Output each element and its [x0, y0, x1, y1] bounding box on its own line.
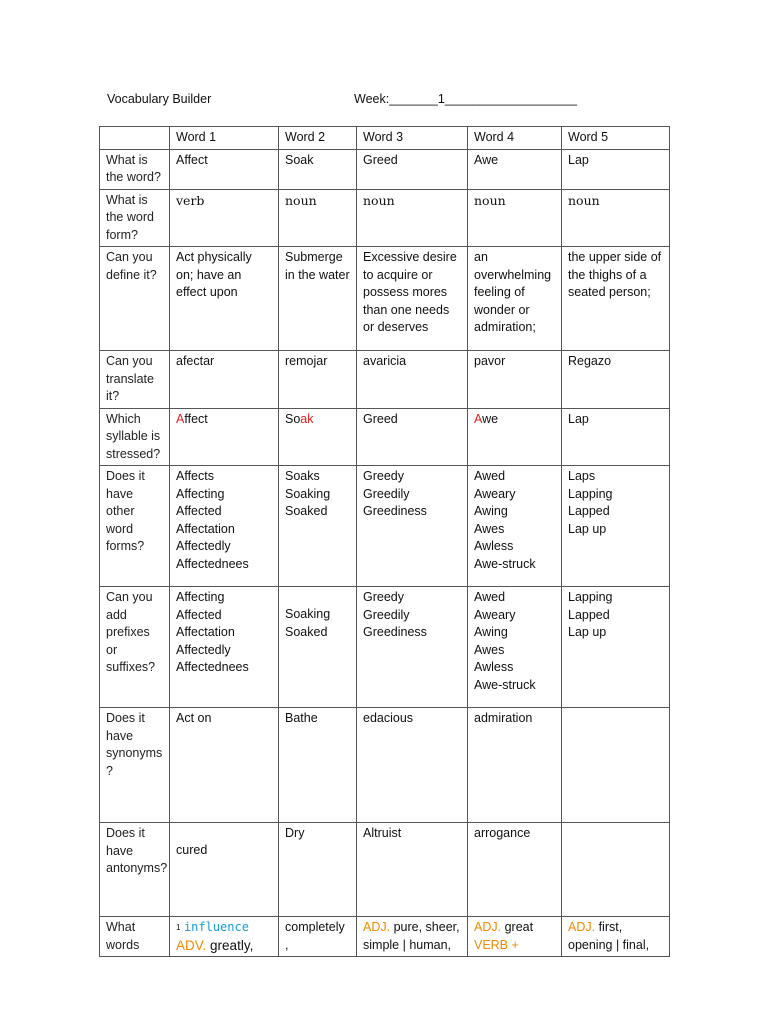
word-form: Awed — [474, 590, 506, 604]
stressed-syllable: ak — [300, 411, 314, 426]
word-form: Awless — [474, 660, 514, 674]
table-cell: noun — [279, 189, 357, 247]
table-cell: Soak — [279, 149, 357, 189]
word-form: Lapped — [568, 504, 610, 518]
table-cell: pavor — [468, 351, 562, 409]
table-cell: arrogance — [468, 823, 562, 917]
word-form: Awing — [474, 504, 508, 518]
table-cell — [562, 823, 670, 917]
word-form: Affects — [176, 469, 214, 483]
row-question: Can you define it? — [100, 247, 170, 351]
word-form: Awes — [474, 642, 505, 657]
word-form: Soaks — [285, 469, 320, 483]
word-form: Soaking — [285, 607, 331, 621]
table-cell: edacious — [357, 708, 468, 823]
table-cell: Awe — [468, 149, 562, 189]
word-form: Lap up — [568, 521, 607, 536]
unstressed-part: we — [482, 411, 499, 426]
table-cell — [170, 466, 279, 587]
word-form: Affected — [176, 607, 222, 622]
table-cell: Affect — [170, 149, 279, 189]
table-cell: Lap — [562, 408, 670, 466]
row-question: What is the word form? — [100, 189, 170, 247]
collocation-text: greatly, — [210, 937, 254, 953]
word-form: Soaked — [285, 624, 328, 639]
word-form: Lapped — [568, 607, 610, 622]
antonym: cured — [176, 843, 208, 857]
collocation-text: first, — [598, 920, 623, 934]
stressed-syllable: A — [474, 411, 483, 426]
table-cell: Lap — [562, 149, 670, 189]
word-form: Greediness — [363, 625, 427, 639]
word-form: Laps — [568, 469, 596, 483]
row-question: Can you translate it? — [100, 351, 170, 409]
collocation-tag: ADJ. — [474, 920, 502, 934]
collocation-tag: ADV. — [176, 937, 207, 953]
word-form: Affectation — [176, 625, 235, 639]
word-form: Soaked — [285, 504, 328, 518]
column-header: Word 4 — [468, 127, 562, 150]
table-cell — [357, 587, 468, 708]
table-row — [100, 466, 670, 587]
table-cell: an overwhelming feeling of wonder or admiration; — [468, 247, 562, 351]
table-cell: avaricia — [357, 351, 468, 409]
collocation-text: completely — [285, 920, 345, 934]
collocation-text: opening | final, — [568, 937, 650, 952]
row-question: Can you add prefixes or suffixes? — [100, 587, 170, 708]
word-form: Affected — [176, 504, 222, 518]
table-row — [100, 351, 670, 409]
word-form: Affectedly — [176, 642, 231, 657]
table-cell: Submerge in the water — [279, 247, 357, 351]
document-title: Vocabulary Builder — [107, 92, 212, 106]
word-form: Affectednees — [176, 556, 249, 571]
table-cell: Act on — [170, 708, 279, 823]
word-form: Greediness — [363, 504, 427, 518]
table-header-row — [100, 127, 670, 150]
table-cell — [279, 408, 357, 466]
collocation-text: pure, sheer, — [393, 920, 460, 934]
column-header: Word 3 — [357, 127, 468, 150]
word-form: Aweary — [474, 607, 516, 622]
table-cell — [279, 587, 357, 708]
word-form: Affectednees — [176, 660, 249, 674]
table-cell — [562, 466, 670, 587]
footnote-number: 1 — [176, 923, 181, 932]
table-cell — [170, 587, 279, 708]
table-cell: admiration — [468, 708, 562, 823]
table-cell: noun — [562, 189, 670, 247]
word-form: Greedily — [363, 607, 410, 622]
word-form: Lap up — [568, 625, 607, 639]
table-cell: remojar — [279, 351, 357, 409]
table-cell — [279, 466, 357, 587]
collocation-text: great — [504, 920, 534, 934]
table-cell — [468, 408, 562, 466]
word-form: Greedy — [363, 469, 404, 483]
word-form: Awing — [474, 625, 508, 639]
row-question: Does it have antonyms? — [100, 823, 170, 917]
table-cell: Bathe — [279, 708, 357, 823]
table-row — [100, 149, 670, 189]
table-cell — [170, 408, 279, 466]
word-form: Affecting — [176, 486, 225, 501]
table-cell: Dry — [279, 823, 357, 917]
table-cell — [562, 708, 670, 823]
table-cell — [170, 917, 279, 957]
word-form: Affectedly — [176, 539, 231, 553]
word-form: Affecting — [176, 590, 225, 604]
collocation-word: influence — [183, 920, 249, 934]
table-cell — [357, 917, 468, 957]
table-cell: Regazo — [562, 351, 670, 409]
word-form: Soaking — [285, 486, 331, 501]
table-row — [100, 708, 670, 823]
column-header: Word 2 — [279, 127, 357, 150]
table-cell — [468, 466, 562, 587]
collocation-tag: ADJ. — [568, 920, 596, 934]
unstressed-part: So — [285, 411, 301, 426]
table-row — [100, 247, 670, 351]
table-cell: verb — [170, 189, 279, 247]
row-question: Which syllable is stressed? — [100, 408, 170, 466]
word-form: Aweary — [474, 486, 516, 501]
table-cell — [562, 587, 670, 708]
table-cell — [357, 466, 468, 587]
table-cell — [562, 917, 670, 957]
column-header: Word 5 — [562, 127, 670, 150]
table-row — [100, 587, 670, 708]
word-form: Awless — [474, 539, 514, 553]
word-form: Greedy — [363, 590, 404, 604]
collocation-tag: VERB + — [474, 937, 519, 952]
collocation-text: , — [285, 937, 289, 952]
row-question: What is the word? — [100, 149, 170, 189]
table-cell — [468, 587, 562, 708]
row-question: What words — [100, 917, 170, 957]
column-header: Word 1 — [170, 127, 279, 150]
collocation-tag: ADJ. — [363, 920, 391, 934]
table-cell: afectar — [170, 351, 279, 409]
vocabulary-table — [99, 126, 670, 957]
word-form: Lapping — [568, 590, 613, 604]
table-cell — [468, 917, 562, 957]
week-label: Week:_______1___________________ — [354, 92, 577, 106]
word-form: Greedily — [363, 486, 410, 501]
table-cell: Greed — [357, 408, 468, 466]
table-cell: Act physically on; have an effect upon — [170, 247, 279, 351]
word-form: Awe-struck — [474, 677, 536, 692]
table-cell: Greed — [357, 149, 468, 189]
table-row — [100, 823, 670, 917]
row-question: Does it have other word forms? — [100, 466, 170, 587]
word-form: Affectation — [176, 521, 235, 536]
table-cell — [170, 823, 279, 917]
word-form: Awes — [474, 521, 505, 536]
word-form: Awed — [474, 469, 506, 483]
corner-cell — [100, 127, 170, 150]
collocation-text: simple | human, — [363, 937, 452, 952]
table-cell: Altruist — [357, 823, 468, 917]
table-row — [100, 189, 670, 247]
word-form: Awe-struck — [474, 556, 536, 571]
table-row — [100, 408, 670, 466]
row-question: Does it have synonyms ? — [100, 708, 170, 823]
unstressed-part: ffect — [184, 411, 208, 426]
table-row — [100, 917, 670, 957]
table-cell: the upper side of the thighs of a seated person; — [562, 247, 670, 351]
word-form: Lapping — [568, 486, 613, 501]
table-cell: noun — [468, 189, 562, 247]
table-cell — [279, 917, 357, 957]
stressed-syllable: A — [176, 411, 185, 426]
table-cell: noun — [357, 189, 468, 247]
table-cell: Excessive desire to acquire or possess mores than one needs or deserves — [357, 247, 468, 351]
